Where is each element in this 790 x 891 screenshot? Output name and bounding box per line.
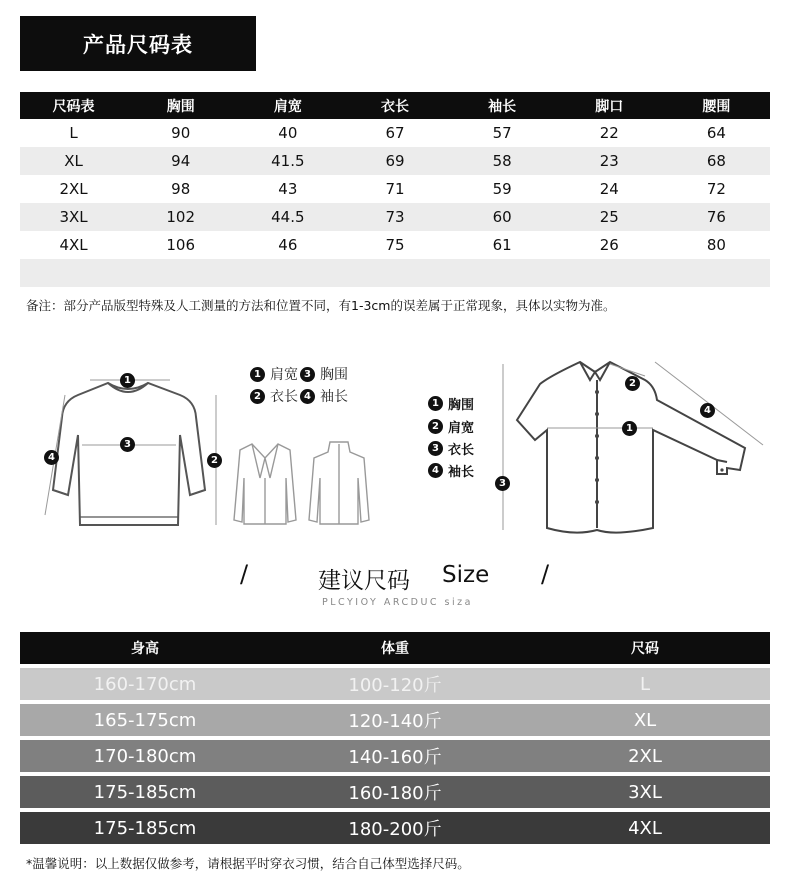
recommend-title-cn: 建议尺码 [318, 568, 410, 594]
sweater-legend-line1 [250, 364, 348, 384]
recommend-table [20, 628, 770, 848]
legend-shoulder: 肩宽 [270, 367, 298, 383]
badge-1: 1 [428, 396, 443, 411]
cell: 80 [706, 236, 726, 254]
cell: 41.5 [234, 147, 341, 175]
cell: 106 [166, 236, 196, 254]
recommend-header-row [20, 632, 770, 664]
header-hem: 脚口 [556, 92, 663, 119]
cell: 4XL [59, 236, 88, 254]
cell-height: 170-180cm [20, 740, 270, 772]
table-row [20, 119, 770, 147]
title-slash-left: / [240, 560, 249, 588]
cell: 26 [599, 236, 619, 254]
table-row [20, 147, 770, 175]
cell: 57 [492, 124, 512, 142]
cell: 94 [127, 147, 234, 175]
cell: 98 [171, 180, 191, 198]
badge-4: 4 [700, 403, 715, 418]
header-shoulder: 肩宽 [234, 92, 341, 119]
recommend-title [0, 560, 790, 600]
cell-weight: 160-180斤 [270, 776, 520, 808]
header-weight: 体重 [270, 632, 520, 664]
cell-height: 175-185cm [20, 776, 270, 808]
header-chest: 胸围 [127, 92, 234, 119]
cell: 69 [341, 147, 448, 175]
shirt-legend-2 [428, 417, 474, 436]
cell: 68 [663, 147, 770, 175]
badge-2: 2 [250, 389, 265, 404]
table-row [20, 776, 770, 808]
cell: 44.5 [234, 203, 341, 231]
legend-sleeve: 袖长 [320, 389, 348, 405]
badge-2: 2 [428, 419, 443, 434]
cell: 60 [449, 203, 556, 231]
cell-size: 2XL [520, 740, 770, 772]
cell: 102 [127, 203, 234, 231]
shirt-legend-3 [428, 439, 474, 458]
cell: XL [20, 147, 127, 175]
badge-3: 3 [120, 437, 135, 452]
legend-length: 衣长 [270, 389, 298, 405]
cell: L [69, 124, 78, 142]
recommend-title-en: Size [442, 562, 490, 588]
badge-4: 4 [300, 389, 315, 404]
cell-weight: 180-200斤 [270, 812, 520, 844]
cell: 25 [556, 203, 663, 231]
cell: 59 [492, 180, 512, 198]
header-length: 衣长 [341, 92, 448, 119]
badge-4: 4 [44, 450, 59, 465]
header-height: 身高 [20, 632, 270, 664]
cell: 76 [663, 203, 770, 231]
blazer-icon [230, 438, 300, 528]
size-chart-header-row [20, 92, 770, 119]
cell: 61 [492, 236, 512, 254]
badge-3: 3 [428, 441, 443, 456]
badge-3: 3 [300, 367, 315, 382]
badge-1: 1 [622, 421, 637, 436]
cell: 24 [599, 180, 619, 198]
cell: 3XL [20, 203, 127, 231]
sizing-tip: *温馨说明：以上数据仅做参考，请根据平时穿衣习惯，结合自己体型选择尺码。 [26, 856, 470, 871]
cell: 73 [341, 203, 448, 231]
table-row-empty [20, 259, 770, 287]
cell-height: 165-175cm [20, 704, 270, 736]
sweater-legend-line2 [250, 386, 348, 406]
cell-size: 3XL [520, 776, 770, 808]
table-row [20, 704, 770, 736]
cell: 23 [556, 147, 663, 175]
badge-1: 1 [120, 373, 135, 388]
cell: 46 [278, 236, 298, 254]
page-title: 产品尺码表 [20, 16, 256, 71]
cell-weight: 140-160斤 [270, 740, 520, 772]
cell-weight: 100-120斤 [270, 668, 520, 700]
badge-2: 2 [625, 376, 640, 391]
shirt-legend-4 [428, 461, 474, 480]
table-row [20, 203, 770, 231]
header-sleeve: 袖长 [449, 92, 556, 119]
cell: 75 [385, 236, 405, 254]
cell: 43 [278, 180, 298, 198]
cell: 64 [706, 124, 726, 142]
jacket-icon [306, 438, 372, 528]
cell-height: 175-185cm [20, 812, 270, 844]
cell: 2XL [59, 180, 88, 198]
table-row [20, 668, 770, 700]
title-slash-right: / [541, 560, 550, 588]
cell-size: L [520, 668, 770, 700]
table-row [20, 175, 770, 203]
cell: 71 [385, 180, 405, 198]
cell-weight: 120-140斤 [270, 704, 520, 736]
shirt-legend-1 [428, 394, 474, 413]
cell: 90 [171, 124, 191, 142]
cell: 72 [706, 180, 726, 198]
table-row [20, 740, 770, 772]
header-rec-size: 尺码 [520, 632, 770, 664]
cell: 58 [449, 147, 556, 175]
cell: 67 [385, 124, 405, 142]
size-chart-table [20, 92, 770, 287]
cell-size: XL [520, 704, 770, 736]
cell: 22 [599, 124, 619, 142]
cell-height: 160-170cm [20, 668, 270, 700]
cell: 40 [278, 124, 298, 142]
shirt-legend-length: 衣长 [448, 443, 475, 458]
shirt-legend-chest: 胸围 [448, 398, 475, 413]
badge-2: 2 [207, 453, 222, 468]
shirt-legend-sleeve: 袖长 [448, 465, 475, 480]
header-waist: 腰围 [663, 92, 770, 119]
measurement-note: 备注：部分产品版型特殊及人工测量的方法和位置不同，有1-3cm的误差属于正常现象，具体以实物为准。 [26, 298, 616, 313]
badge-1: 1 [250, 367, 265, 382]
legend-chest: 胸围 [320, 367, 348, 383]
shirt-legend-shoulder: 肩宽 [448, 421, 475, 436]
header-size: 尺码表 [20, 92, 127, 119]
recommend-subtitle: PLCYIOY ARCDUC siza [322, 597, 473, 608]
table-row [20, 812, 770, 844]
table-row [20, 231, 770, 259]
badge-3: 3 [495, 476, 510, 491]
cell-size: 4XL [520, 812, 770, 844]
badge-4: 4 [428, 463, 443, 478]
